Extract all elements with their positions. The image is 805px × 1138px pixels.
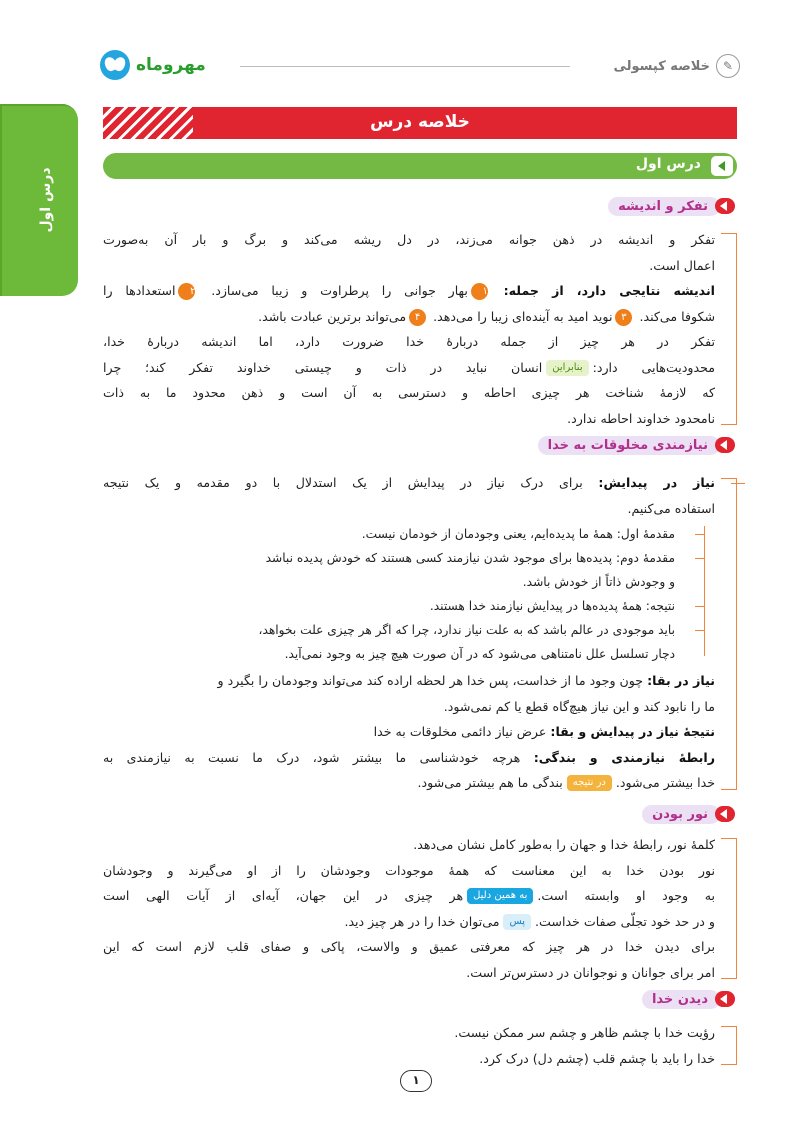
section-header-thinking	[608, 195, 735, 217]
text-line: برای دیدن خدا در هر چیز که معرفتی عمیق و والاست، پاکی و صفای قلب لازم است که این	[103, 939, 715, 954]
item-text: استعدادها را	[103, 283, 176, 298]
item-text: انسان نباید در ذات و چیستی خداوند تفکر کند؛ چرا	[103, 359, 543, 375]
item-text: به وجود او وابسته است.	[537, 888, 715, 903]
text-line	[103, 355, 715, 381]
item-text: شکوفا می‌کند.	[639, 308, 715, 324]
text-line: ما را نابود کند و این نیاز هیچ‌گاه قطع یا کم نمی‌شود.	[443, 698, 715, 714]
play-icon	[711, 156, 733, 176]
text-line: نور بودن خدا به این معناست که همهٔ موجودات وجودشان را از او می‌گیرند و وجودشان	[103, 862, 715, 878]
play-icon	[715, 991, 735, 1007]
header-divider	[240, 66, 570, 67]
list-item: دچار تسلسل علل نامتناهی می‌شود که در آن صورت هیچ چیز به وجود نمی‌آید.	[284, 647, 675, 661]
number-badge: ۳	[615, 309, 632, 326]
text-line	[103, 278, 715, 304]
play-icon	[715, 806, 735, 822]
section-need-body	[103, 668, 715, 796]
side-tab-label: درس اول	[38, 167, 54, 233]
item-text: خدا بیشتر می‌شود.	[615, 775, 715, 790]
text-line	[103, 719, 715, 745]
list-item: مقدمهٔ اول: همهٔ ما پدیده‌ایم، یعنی وجودمان از خودمان نیست.	[361, 527, 675, 541]
section-seeing-content	[103, 1020, 715, 1071]
text-line: که لازمهٔ شناخت هر چیزی احاطه و دسترسی به آن است و ذهن محدود ما به ذات	[103, 385, 715, 400]
title-bar	[103, 107, 737, 139]
item-text: بهار جوانی را پرطراوت و زیبا می‌سازد.	[211, 283, 468, 298]
text-line	[103, 304, 715, 330]
bracket-decoration	[695, 606, 705, 607]
bracket-decoration	[695, 630, 705, 631]
list-item: و وجودش ذاتاً از خودش باشد.	[522, 575, 675, 589]
side-tab	[0, 104, 78, 296]
number-badge: ۱	[471, 283, 488, 300]
page-number: ۱	[400, 1070, 432, 1092]
text-line: اعمال است.	[649, 257, 715, 273]
list-item: باید موجودی در عالم باشد که به علت نیاز ندارد، چرا که اگر هر چیزی علت بخواهد،	[258, 623, 675, 637]
lesson-bar	[103, 153, 737, 179]
pencil-icon: ✎	[716, 54, 740, 78]
section-need-intro	[103, 470, 715, 521]
list-item: نتیجه: همهٔ پدیده‌ها در پیدایش نیازمند خدا هستند.	[429, 599, 675, 613]
section-title: دیدن خدا	[642, 990, 720, 1009]
therefore-tag: بنابراین	[546, 360, 588, 376]
bracket-decoration	[695, 534, 705, 535]
text-line	[103, 470, 715, 496]
so-tag: پس	[503, 914, 531, 930]
section-title: نور بودن	[642, 805, 720, 824]
bracket-decoration	[721, 478, 737, 790]
result-tag: در نتیجه	[567, 775, 612, 791]
play-icon	[715, 198, 735, 214]
item-text: می‌توان خدا را در هر چیز دید.	[344, 913, 500, 929]
text-line	[103, 770, 715, 796]
bold-term: اندیشه نتایجی دارد، از جمله:	[503, 283, 715, 298]
section-header-seeing	[642, 988, 735, 1010]
text-line	[103, 745, 715, 771]
bracket-decoration	[721, 233, 737, 425]
bracket-decoration	[721, 838, 737, 979]
page-title: خلاصه درس	[370, 112, 470, 132]
play-icon	[715, 437, 735, 453]
bold-term: نتیجهٔ نیاز در پیدایش و بقا:	[550, 724, 715, 739]
bold-term: رابطهٔ نیازمندی و بندگی:	[533, 749, 715, 765]
hence-tag: به همین دلیل	[467, 888, 533, 904]
section-light-content	[103, 832, 715, 985]
item-text: هر چیزی در این جهان، آیه‌ای از آیات الهی است	[103, 888, 464, 903]
text-line: تفکر و اندیشه در ذهن جوانه می‌زند، در دل ریشه می‌کند و برگ و بار آن به‌صورت	[103, 232, 715, 247]
text-line: کلمهٔ نور، رابطهٔ خدا و جهان را به‌طور کامل نشان می‌دهد.	[413, 837, 715, 852]
item-text: نوید امید به آینده‌ای زیبا را می‌دهد.	[433, 308, 613, 324]
section-header-need	[538, 434, 735, 456]
header-section-label: خلاصه کپسولی	[613, 58, 710, 74]
number-badge: ۲	[178, 283, 195, 300]
text-line: رؤیت خدا با چشم ظاهر و چشم سر ممکن نیست.	[454, 1025, 715, 1040]
brand-name: مهروماه	[136, 55, 206, 75]
item-text: چون وجود ما از خداست، پس خدا هر لحظه اراده کند می‌تواند وجودمان را بگیرد و	[217, 673, 644, 688]
bracket-decoration	[691, 526, 705, 656]
text-line	[103, 668, 715, 694]
bold-term: نیاز در بقا:	[647, 673, 715, 688]
lesson-label: درس اول	[635, 156, 701, 172]
butterfly-icon	[100, 50, 130, 80]
section-title: تفکر و اندیشه	[608, 197, 720, 216]
item-text: هرچه خودشناسی ما بیشتر شود، درک ما نسبت به نیازمندی به	[103, 749, 521, 765]
header-section	[614, 54, 741, 78]
number-badge: ۴	[409, 309, 426, 326]
item-text: می‌تواند برترین عبادت باشد.	[258, 308, 407, 324]
page-header	[100, 50, 740, 84]
section-thinking-content	[103, 227, 715, 431]
text-line: امر برای جوانان و نوجوانان در دسترس‌تر است.	[466, 964, 715, 980]
bracket-decoration	[721, 1026, 737, 1065]
text-line: نامحدود خداوند احاطه ندارد.	[567, 410, 715, 426]
text-line	[103, 909, 715, 935]
item-text: برای درک نیاز در پیدایش از یک استدلال با دو مقدمه و یک نتیجه	[103, 475, 583, 490]
text-line: تفکر در هر چیز از جمله دربارهٔ خدا ضرورت دارد، اما اندیشه دربارهٔ خدا،	[103, 334, 715, 349]
need-argument-list	[103, 522, 675, 666]
bracket-decoration	[695, 558, 705, 559]
item-text: محدودیت‌هایی دارد:	[592, 359, 715, 375]
item-text: عرض نیاز دائمی مخلوقات به خدا	[373, 724, 547, 739]
bold-term: نیاز در پیدایش:	[598, 475, 715, 490]
text-line: خدا را باید با چشم قلب (چشم دل) درک کرد.	[479, 1050, 715, 1066]
item-text: و در حد خود تجلّی صفات خداست.	[535, 913, 715, 929]
section-header-light	[642, 803, 735, 825]
section-title: نیازمندی مخلوقات به خدا	[538, 436, 720, 455]
text-line	[103, 883, 715, 909]
text-line: استفاده می‌کنیم.	[627, 500, 715, 516]
brand-logo	[100, 50, 206, 80]
list-item: مقدمهٔ دوم: پدیده‌ها برای موجود شدن نیازمند کسی هستند که خودش پدیده نباشد	[265, 551, 675, 565]
item-text: بندگی ما هم بیشتر می‌شود.	[417, 775, 563, 790]
